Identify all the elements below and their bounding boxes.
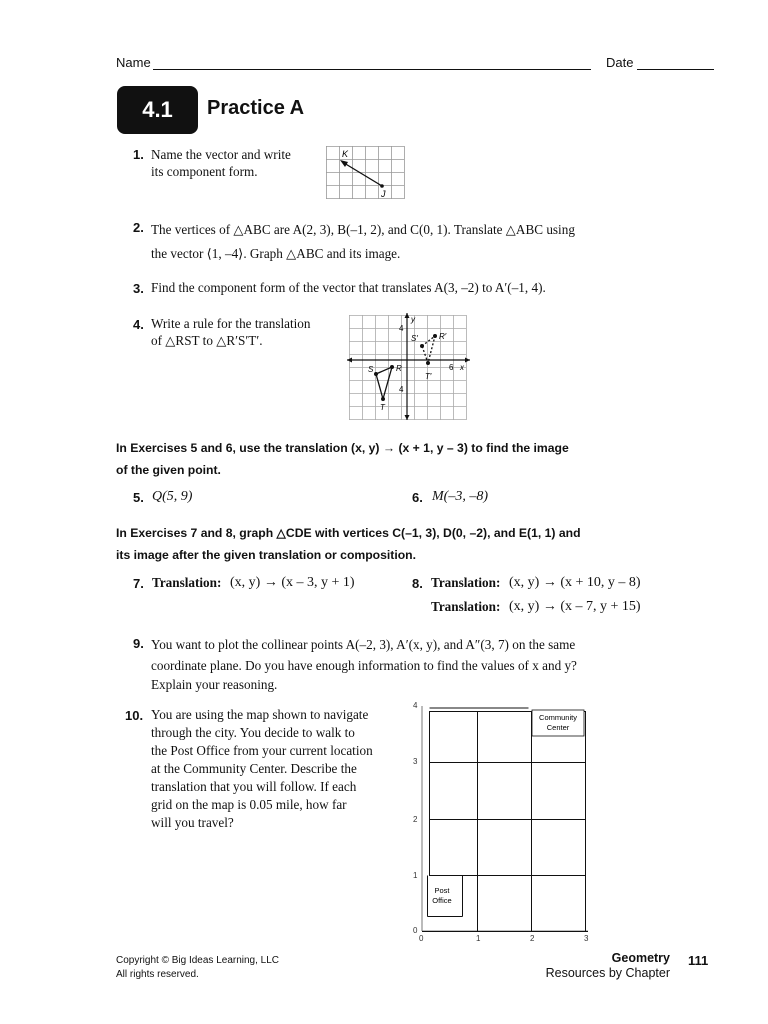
- y-tick-4: 4: [413, 701, 418, 710]
- copyright-notice: [116, 954, 279, 982]
- book-title-line-2: Resources by Chapter: [545, 966, 670, 980]
- problem-4-text: [151, 315, 311, 349]
- problem-6-text: M(–3, –8): [432, 489, 488, 504]
- x-tick-0: 0: [419, 934, 424, 943]
- problem-10-text: [151, 706, 373, 832]
- problem-9-line-2: coordinate plane. Do you have enough information to find the values of x and y?: [151, 658, 577, 673]
- triangle-rst-prime: [422, 336, 435, 363]
- problem-2-line-2: the vector ⟨1, –4⟩. Graph △ABC and its image.: [151, 246, 401, 261]
- problem-4-line-2: of △RST to △R′S′T′.: [151, 333, 263, 348]
- problem-5-number: 5.: [133, 490, 144, 505]
- tick-4-down: 4: [399, 385, 404, 394]
- community-center-label-2: Center: [546, 723, 570, 732]
- point-t-prime-label: T′: [425, 372, 432, 381]
- problem-10-line: will you travel?: [151, 815, 234, 830]
- problem-10-line: grid on the map is 0.05 mile, how far: [151, 797, 347, 812]
- copyright-line-2: All rights reserved.: [116, 969, 199, 980]
- problem-10-city-map: [410, 700, 595, 944]
- problem-1-vector-grid: [326, 146, 406, 202]
- tick-4-up: 4: [399, 324, 404, 333]
- point-k-label: K: [342, 149, 349, 159]
- x-axis-label: x: [460, 363, 464, 372]
- x-tick-3: 3: [584, 934, 589, 943]
- problem-4-coordinate-grid: [346, 312, 472, 422]
- problem-8-label-2: Translation:: [431, 599, 501, 614]
- point-s-label: S: [368, 365, 374, 374]
- arrowhead-icon: [340, 160, 348, 167]
- problem-1-text: [151, 146, 291, 180]
- problem-10-line: the Post Office from your current location: [151, 743, 373, 758]
- book-title-line-1: Geometry: [611, 951, 670, 965]
- section-number-badge: 4.1: [117, 86, 198, 134]
- copyright-line-1: Copyright © Big Ideas Learning, LLC: [116, 955, 280, 966]
- instructions-7-8: [116, 522, 616, 566]
- y-tick-0: 0: [413, 926, 418, 935]
- point-t-label: T: [380, 403, 385, 412]
- community-center-label-1: Community: [539, 713, 577, 722]
- problem-3-number: 3.: [133, 281, 144, 296]
- problem-7-label: Translation:: [152, 575, 222, 590]
- problem-9-line-3: Explain your reasoning.: [151, 677, 278, 692]
- problem-7-rule: (x, y) → (x – 3, y + 1): [230, 575, 355, 590]
- y-tick-1: 1: [413, 871, 418, 880]
- problem-9-number: 9.: [133, 636, 144, 651]
- x-tick-1: 1: [476, 934, 481, 943]
- triangle-rst: [376, 367, 392, 399]
- problem-10-line: at the Community Center. Describe the: [151, 761, 357, 776]
- problem-8-rule-2: (x, y) → (x – 7, y + 15): [509, 599, 641, 614]
- problem-4-number: 4.: [133, 317, 144, 332]
- problem-8-label-1: Translation:: [431, 575, 501, 590]
- instructions-7-8-line-2: its image after the given translation or composition.: [116, 548, 416, 562]
- y-tick-2: 2: [413, 815, 418, 824]
- page-title: Practice A: [207, 97, 305, 119]
- problem-10-line: You are using the map shown to navigate: [151, 707, 369, 722]
- post-office-label-1: Post: [434, 886, 450, 895]
- problem-1-line-1: Name the vector and write: [151, 147, 291, 162]
- problem-9-line-1: You want to plot the collinear points A(–2, 3), A′(x, y), and A″(3, 7) on the same: [151, 637, 576, 652]
- problem-2-line-1: The vertices of △ABC are A(2, 3), B(–1, 2), and C(0, 1). Translate △ABC using: [151, 222, 575, 237]
- problem-2-text: [151, 218, 575, 266]
- problem-3-text: Find the component form of the vector that translates A(3, –2) to A′(–1, 4).: [151, 280, 546, 295]
- problem-5-text: Q(5, 9): [152, 489, 193, 504]
- point-r-prime-label: R′: [439, 332, 447, 341]
- tick-6: 6: [449, 363, 454, 372]
- problem-8-rule-1: (x, y) → (x + 10, y – 8): [509, 575, 641, 590]
- problem-7-number: 7.: [133, 576, 144, 591]
- y-axis-label: y: [411, 315, 415, 324]
- problem-1-number: 1.: [133, 147, 144, 162]
- post-office-label-2: Office: [432, 896, 452, 905]
- problem-1-line-2: its component form.: [151, 164, 258, 179]
- instructions-5-6-line-1: In Exercises 5 and 6, use the translation (x, y) → (x + 1, y – 3) to find the image: [116, 441, 569, 455]
- problem-10-number: 10.: [125, 708, 144, 723]
- page-number: 111: [688, 953, 709, 968]
- problem-9-text: [151, 634, 577, 694]
- instructions-5-6: [116, 437, 616, 481]
- name-label: Name: [116, 55, 151, 70]
- date-label: Date: [606, 55, 634, 70]
- problem-8-number: 8.: [412, 576, 423, 591]
- name-field-line[interactable]: [153, 69, 591, 70]
- point-s-prime-label: S′: [411, 334, 418, 343]
- problem-4-line-1: Write a rule for the translation: [151, 316, 311, 331]
- problem-2-number: 2.: [133, 220, 144, 235]
- x-tick-2: 2: [530, 934, 535, 943]
- y-tick-3: 3: [413, 757, 418, 766]
- point-j-label: J: [381, 189, 386, 199]
- problem-10-line: translation that you will follow. If each: [151, 779, 357, 794]
- problem-10-line: through the city. You decide to walk to: [151, 725, 355, 740]
- date-field-line[interactable]: [637, 69, 714, 70]
- instructions-7-8-line-1: In Exercises 7 and 8, graph △CDE with vertices C(–1, 3), D(0, –2), and E(1, 1) and: [116, 526, 581, 540]
- book-title: [520, 951, 670, 981]
- point-r-label: R: [396, 364, 402, 373]
- instructions-5-6-line-2: of the given point.: [116, 463, 221, 477]
- vector-jk-line: [344, 163, 382, 186]
- problem-6-number: 6.: [412, 490, 423, 505]
